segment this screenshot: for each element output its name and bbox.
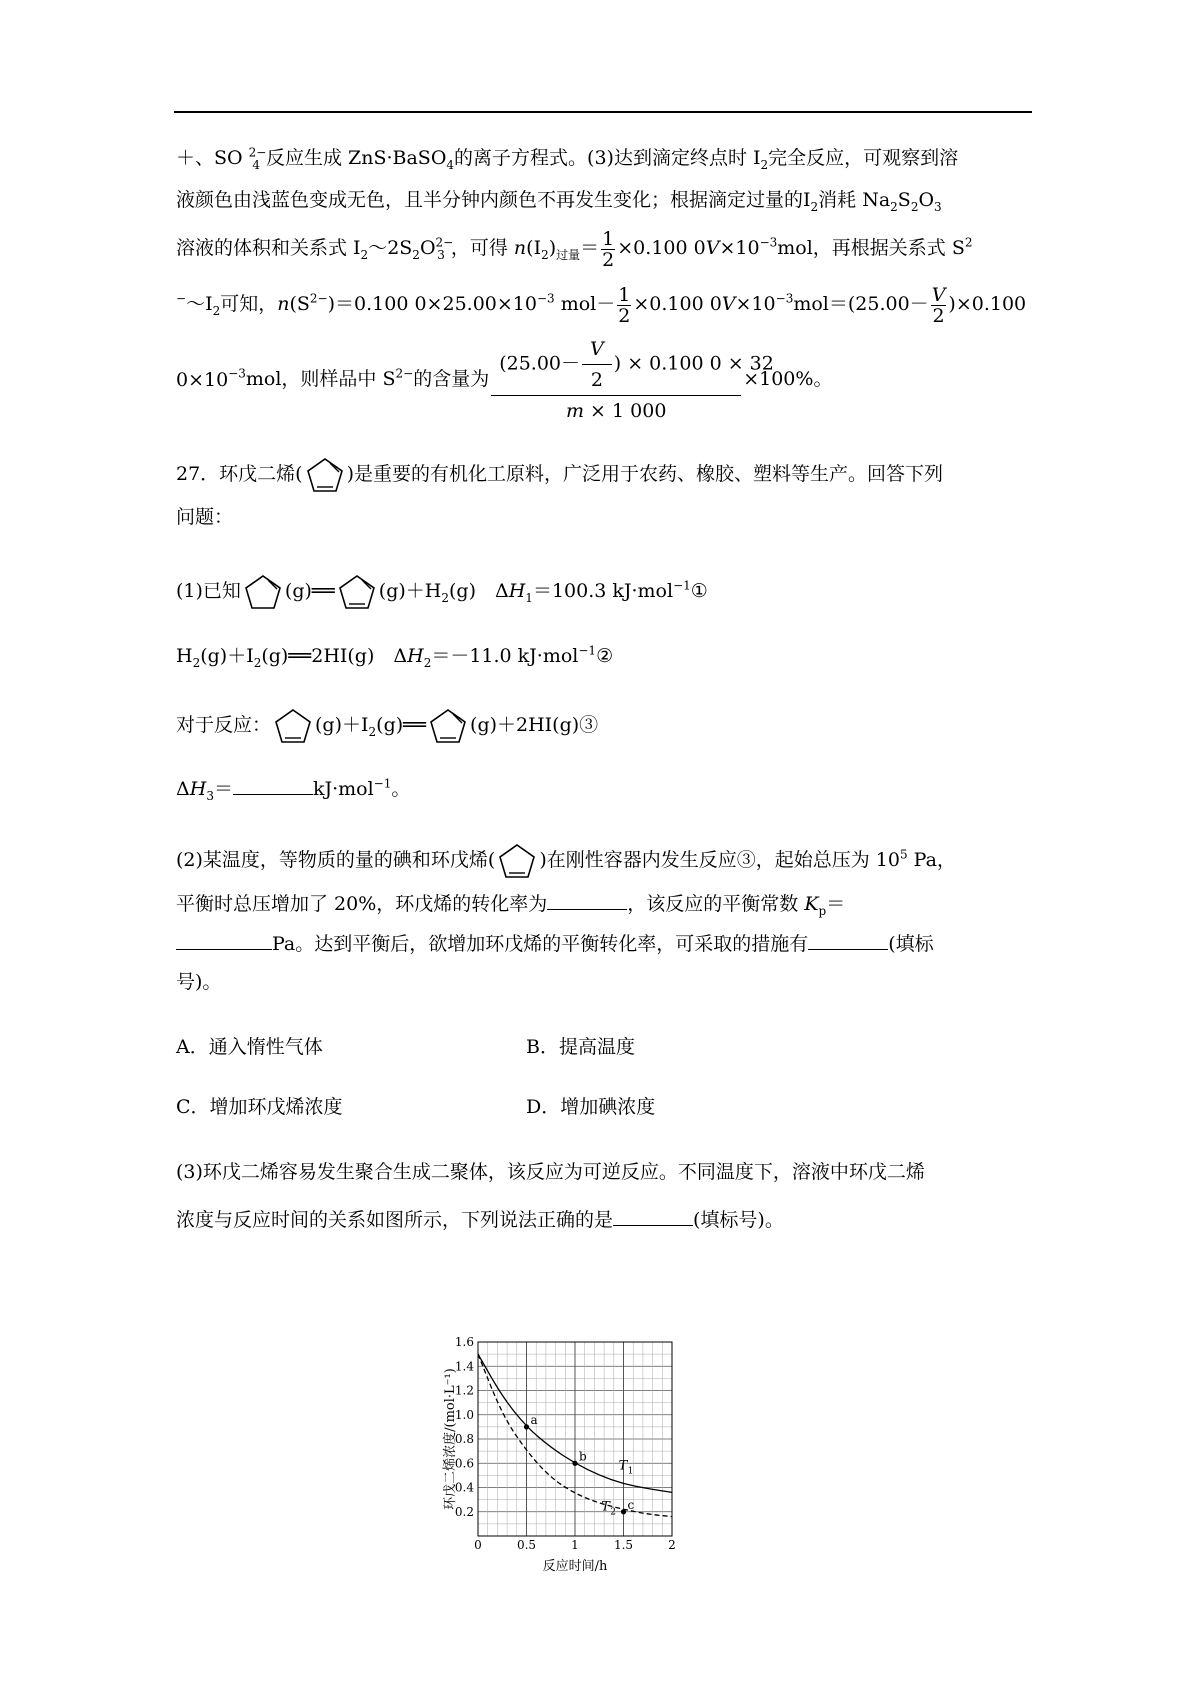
y-tick-label: 1.4 xyxy=(454,1359,474,1374)
x-tick-label: 0 xyxy=(474,1538,482,1552)
answer-line-5: $0\times 10^{-3}mol$，则样品中 $S^{2-}$的含量为 (25.00－ $\frac{V}{2}$ ) × 0.100 0 × 32 m × 1 000 ×100%。 xyxy=(176,338,833,422)
answer-blank[interactable] xyxy=(613,1207,693,1226)
answer-line-2: 液颜色由浅蓝色变成无色，且半分钟内颜色不再发生变化；根据滴定过量的$I_2$消耗 $Na_2S_2O_3$ xyxy=(176,189,942,214)
sub2-line-1: (2)某温度，等物质的量的碘和环戊烯( )在刚性容器内发生反应③，起始总压为 $10^5$ Pa， xyxy=(176,836,1032,884)
data-point-label-b: b xyxy=(579,1449,587,1464)
cyclopentene-structure xyxy=(495,841,539,881)
sub3-line-2: 浓度与反应时间的关系如图所示，下列说法正确的是 (填标号)。 xyxy=(176,1209,784,1231)
cyclopentene-structure xyxy=(271,706,315,746)
answer-blank[interactable] xyxy=(233,776,313,795)
y-tick-label: 1.0 xyxy=(454,1407,474,1422)
q27-line-2: 问题： xyxy=(176,506,234,528)
y-tick-label: 1.6 xyxy=(454,1335,474,1349)
fraction-v-over-2: $\frac{V}{2}$ xyxy=(582,336,612,393)
options-row-1 xyxy=(176,1030,1032,1064)
data-point-label-a: a xyxy=(530,1412,538,1427)
q27-line-1: 27．环戊二烯( )是重要的有机化工原料，广泛用于农药、橡胶、塑料等生产。回答下列 xyxy=(176,454,1032,494)
header-rule xyxy=(174,111,1032,113)
answer-line-4: $^-\sim I_2$可知，$n(S^{2-})=0.100$ $0\times 25.00\times 10^{-3}$ mol－ $\frac{1}{2}$ ×0.100 $0V\times 10^{-3}mol=(25.00-$ $\frac{V}{2}$ )×0.100 xyxy=(176,283,1027,327)
answer-line-1: ＋、SO $^{2-}_4$ 反应生成 ZnS·BaSO$_4$的离子方程式。(3)达到滴定终点时 $I_2$完全反应，可观察到溶 xyxy=(176,145,959,172)
cyclopentadiene-structure xyxy=(303,455,347,495)
option-b[interactable]: B．提高温度 xyxy=(526,1036,635,1058)
fraction-v-over-2: $\frac{V}{2}$ xyxy=(931,283,946,327)
cyclopentadiene-structure xyxy=(335,572,379,612)
x-tick-label: 2 xyxy=(668,1538,676,1552)
series-label-subscript: 1 xyxy=(627,1466,634,1477)
content-fraction: (25.00－ $\frac{V}{2}$ ) × 0.100 0 × 32 m × 1 000 xyxy=(491,336,741,424)
x-tick-label: 1.5 xyxy=(613,1538,634,1552)
sub2-line-3: Pa。达到平衡后，欲增加环戊烯的平衡转化率，可采取的措施有 (填标 xyxy=(176,924,1032,964)
x-tick-label: 0.5 xyxy=(516,1538,537,1552)
answer-blank[interactable] xyxy=(547,891,627,910)
cyclopentadiene-structure xyxy=(426,706,470,746)
answer-blank[interactable] xyxy=(176,931,272,950)
data-point-label-c: c xyxy=(627,1497,635,1512)
options-row-2 xyxy=(176,1090,1032,1124)
sub3-line-1: (3)环戊二烯容易发生聚合生成二聚体，该反应为可逆反应。不同温度下，溶液中环戊二烯 xyxy=(176,1161,925,1183)
y-tick-label: 1.2 xyxy=(454,1383,474,1398)
sub1-equation-3: 对于反应： $(g)+I_2(g)══$ (g)＋2HI(g)③ xyxy=(176,700,1032,750)
y-tick-label: 0.6 xyxy=(454,1456,474,1471)
cyclopentene-structure xyxy=(241,572,285,612)
series-label-subscript: 2 xyxy=(610,1507,616,1518)
y-tick-label: 0.8 xyxy=(454,1432,474,1446)
sub1-answer-line: $\Delta H_3= kJ\cdot mol^{-1}$。 xyxy=(176,776,411,803)
option-c[interactable]: C．增加环戊烯浓度 xyxy=(176,1096,343,1118)
y-tick-label: 0.2 xyxy=(454,1504,474,1519)
fraction-half: $\frac{1}{2}$ xyxy=(618,283,631,327)
sub1-line: (1)已知 (g)══ $(g)+H_2(g)$ $\Delta H_1=100.3$ kJ·mol$^{-1}$① xyxy=(176,566,1032,616)
document-body xyxy=(176,140,1032,1238)
sub2-line-2: 平衡时总压增加了 20%，环戊烯的转化率为 ，该反应的平衡常数 $K_p=$ xyxy=(176,893,846,918)
data-point-c xyxy=(621,1509,626,1514)
y-axis-label: 环戊二烯浓度/(mol·L⁻¹) xyxy=(443,1368,458,1510)
answer-blank[interactable] xyxy=(808,931,888,950)
option-a[interactable]: A．通入惰性气体 xyxy=(176,1036,323,1058)
concentration-time-chart xyxy=(440,1330,770,1578)
x-tick-label: 1 xyxy=(571,1538,579,1552)
series-label-t1: T xyxy=(618,1458,628,1474)
data-point-a xyxy=(524,1424,529,1429)
y-tick-label: 0.4 xyxy=(454,1480,474,1495)
fraction-half: $\frac{1}{2}$ xyxy=(602,227,615,271)
answer-line-3: 溶液的体积和关系式 $I_2\sim 2S_2O^{2-}_3$ ，可得 $n(I_2)_{过量}=$ $\frac{1}{2}$ ×0.100 $0V\times 10^{-3}mol$，再根据关系式 $S^2$ xyxy=(176,227,973,271)
x-axis-label: 反应时间/h xyxy=(542,1559,608,1574)
option-d[interactable]: D．增加碘浓度 xyxy=(526,1096,656,1118)
data-point-b xyxy=(572,1461,577,1466)
sub1-equation-2: $H_2(g)+I_2(g)══2HI(g)$ $\Delta H_2=-11.0$ kJ·mol$^{-1}$② xyxy=(176,643,614,670)
sub2-line-4: 号)。 xyxy=(176,971,222,993)
series-label-t2: T xyxy=(601,1499,610,1515)
